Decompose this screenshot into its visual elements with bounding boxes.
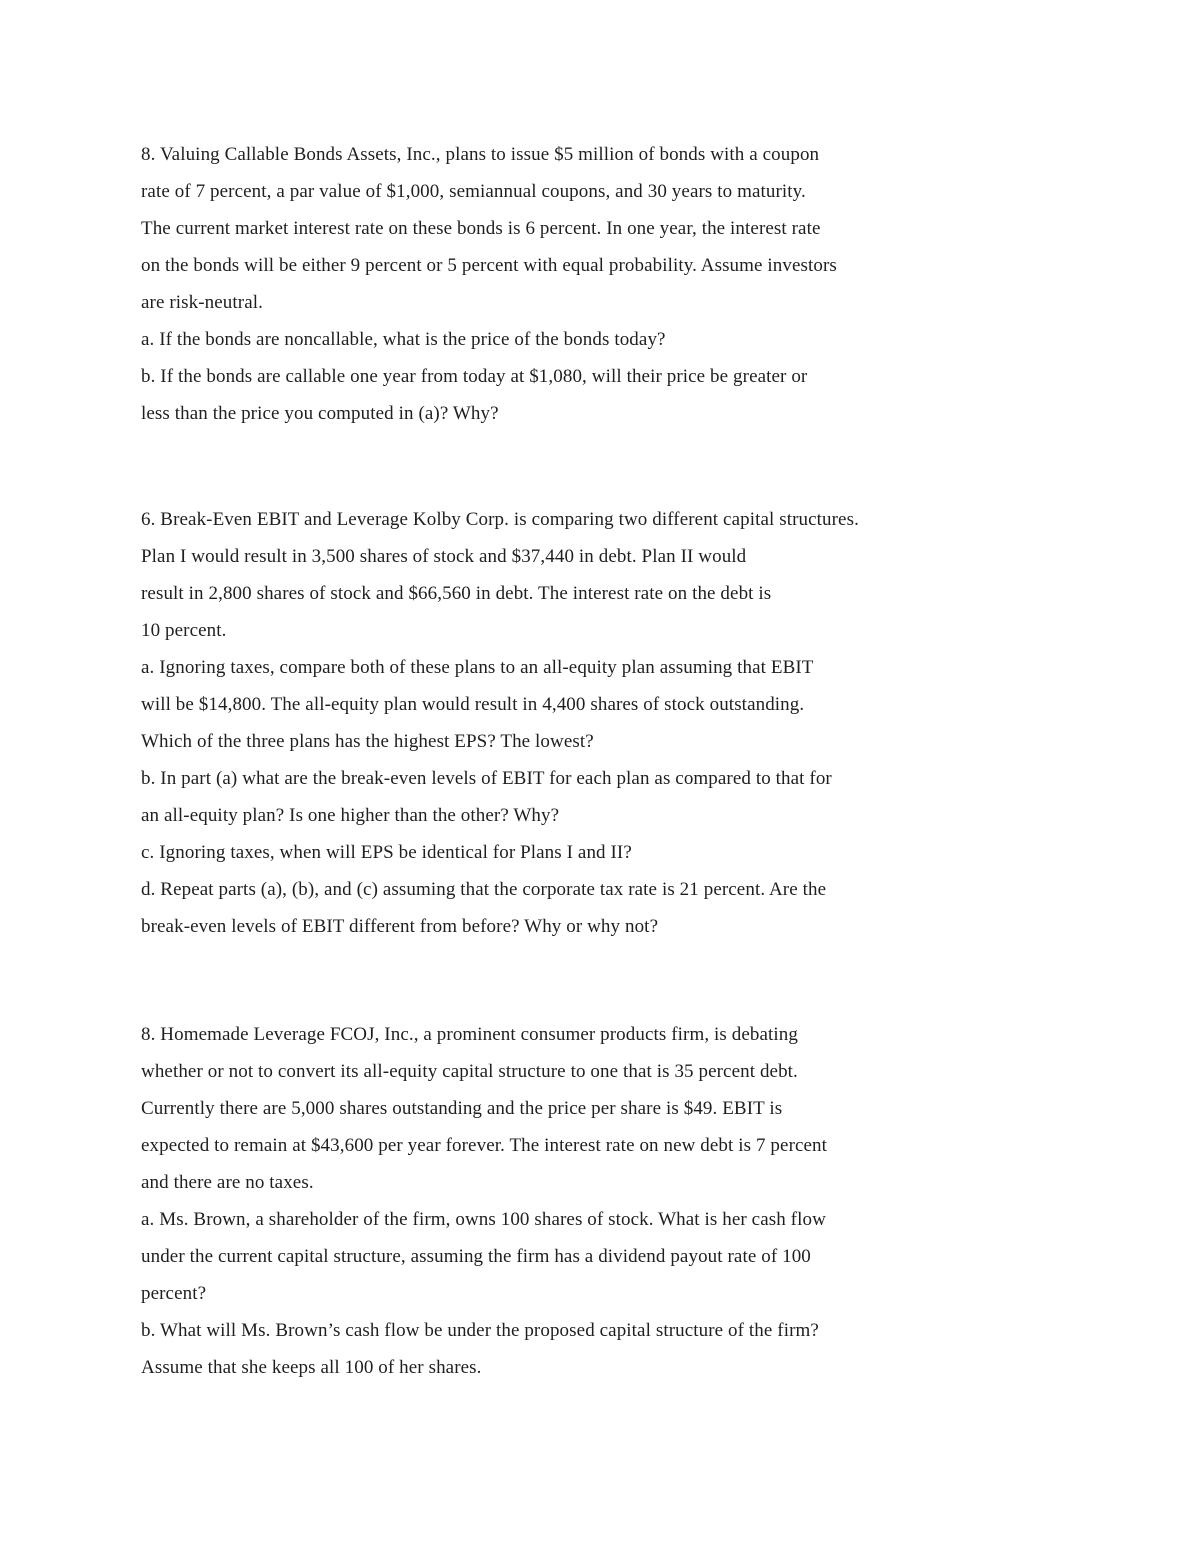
question-d-line: d. Repeat parts (a), (b), and (c) assuming that the corporate tax rate is 21 percent. Are the — [141, 879, 827, 900]
problem-text-line: 8. Homemade Leverage FCOJ, Inc., a prominent consumer products firm, is debating — [141, 1024, 798, 1045]
question-a-line: percent? — [141, 1283, 207, 1304]
problem-valuing-callable-bonds — [141, 136, 961, 432]
problem-text-line: Currently there are 5,000 shares outstanding and the price per share is $49. EBIT is — [141, 1098, 783, 1119]
question-a-line: a. If the bonds are noncallable, what is the price of the bonds today? — [141, 329, 666, 350]
problem-text-line: 10 percent. — [141, 620, 227, 641]
question-a-line: a. Ms. Brown, a shareholder of the firm, owns 100 shares of stock. What is her cash flow — [141, 1209, 826, 1230]
problem-text-line: result in 2,800 shares of stock and $66,560 in debt. The interest rate on the debt is — [141, 583, 772, 604]
question-c-line: c. Ignoring taxes, when will EPS be identical for Plans I and II? — [141, 842, 632, 863]
problem-text-line: whether or not to convert its all-equity capital structure to one that is 35 percent debt. — [141, 1061, 798, 1082]
problem-text-line: The current market interest rate on these bonds is 6 percent. In one year, the interest rate — [141, 218, 821, 239]
problem-text-line: 6. Break-Even EBIT and Leverage Kolby Corp. is comparing two different capital structures. — [141, 509, 859, 530]
problem-text-line: Plan I would result in 3,500 shares of stock and $37,440 in debt. Plan II would — [141, 546, 747, 567]
question-b-line: an all-equity plan? Is one higher than the other? Why? — [141, 805, 560, 826]
problem-text-line: and there are no taxes. — [141, 1172, 314, 1193]
problem-text-line: 8. Valuing Callable Bonds Assets, Inc., plans to issue $5 million of bonds with a coupon — [141, 144, 820, 165]
question-b-line: b. In part (a) what are the break-even levels of EBIT for each plan as compared to that for — [141, 768, 832, 789]
problem-homemade-leverage — [141, 1016, 961, 1386]
question-b-line: Assume that she keeps all 100 of her shares. — [141, 1357, 482, 1378]
question-b-line: b. If the bonds are callable one year from today at $1,080, will their price be greater or — [141, 366, 808, 387]
question-a-line: Which of the three plans has the highest EPS? The lowest? — [141, 731, 594, 752]
problem-break-even-ebit — [141, 501, 961, 945]
problem-text-line: rate of 7 percent, a par value of $1,000, semiannual coupons, and 30 years to maturity. — [141, 181, 806, 202]
question-d-line: break-even levels of EBIT different from before? Why or why not? — [141, 916, 659, 937]
question-b-line: less than the price you computed in (a)? Why? — [141, 403, 499, 424]
problem-text-line: are risk-neutral. — [141, 292, 263, 313]
question-a-line: will be $14,800. The all-equity plan would result in 4,400 shares of stock outstanding. — [141, 694, 805, 715]
problem-text-line: expected to remain at $43,600 per year forever. The interest rate on new debt is 7 percent — [141, 1135, 828, 1156]
question-b-line: b. What will Ms. Brown’s cash flow be under the proposed capital structure of the firm? — [141, 1320, 819, 1341]
question-a-line: a. Ignoring taxes, compare both of these plans to an all-equity plan assuming that EBIT — [141, 657, 814, 678]
problem-text-line: on the bonds will be either 9 percent or 5 percent with equal probability. Assume investors — [141, 255, 837, 276]
question-a-line: under the current capital structure, assuming the firm has a dividend payout rate of 100 — [141, 1246, 811, 1267]
